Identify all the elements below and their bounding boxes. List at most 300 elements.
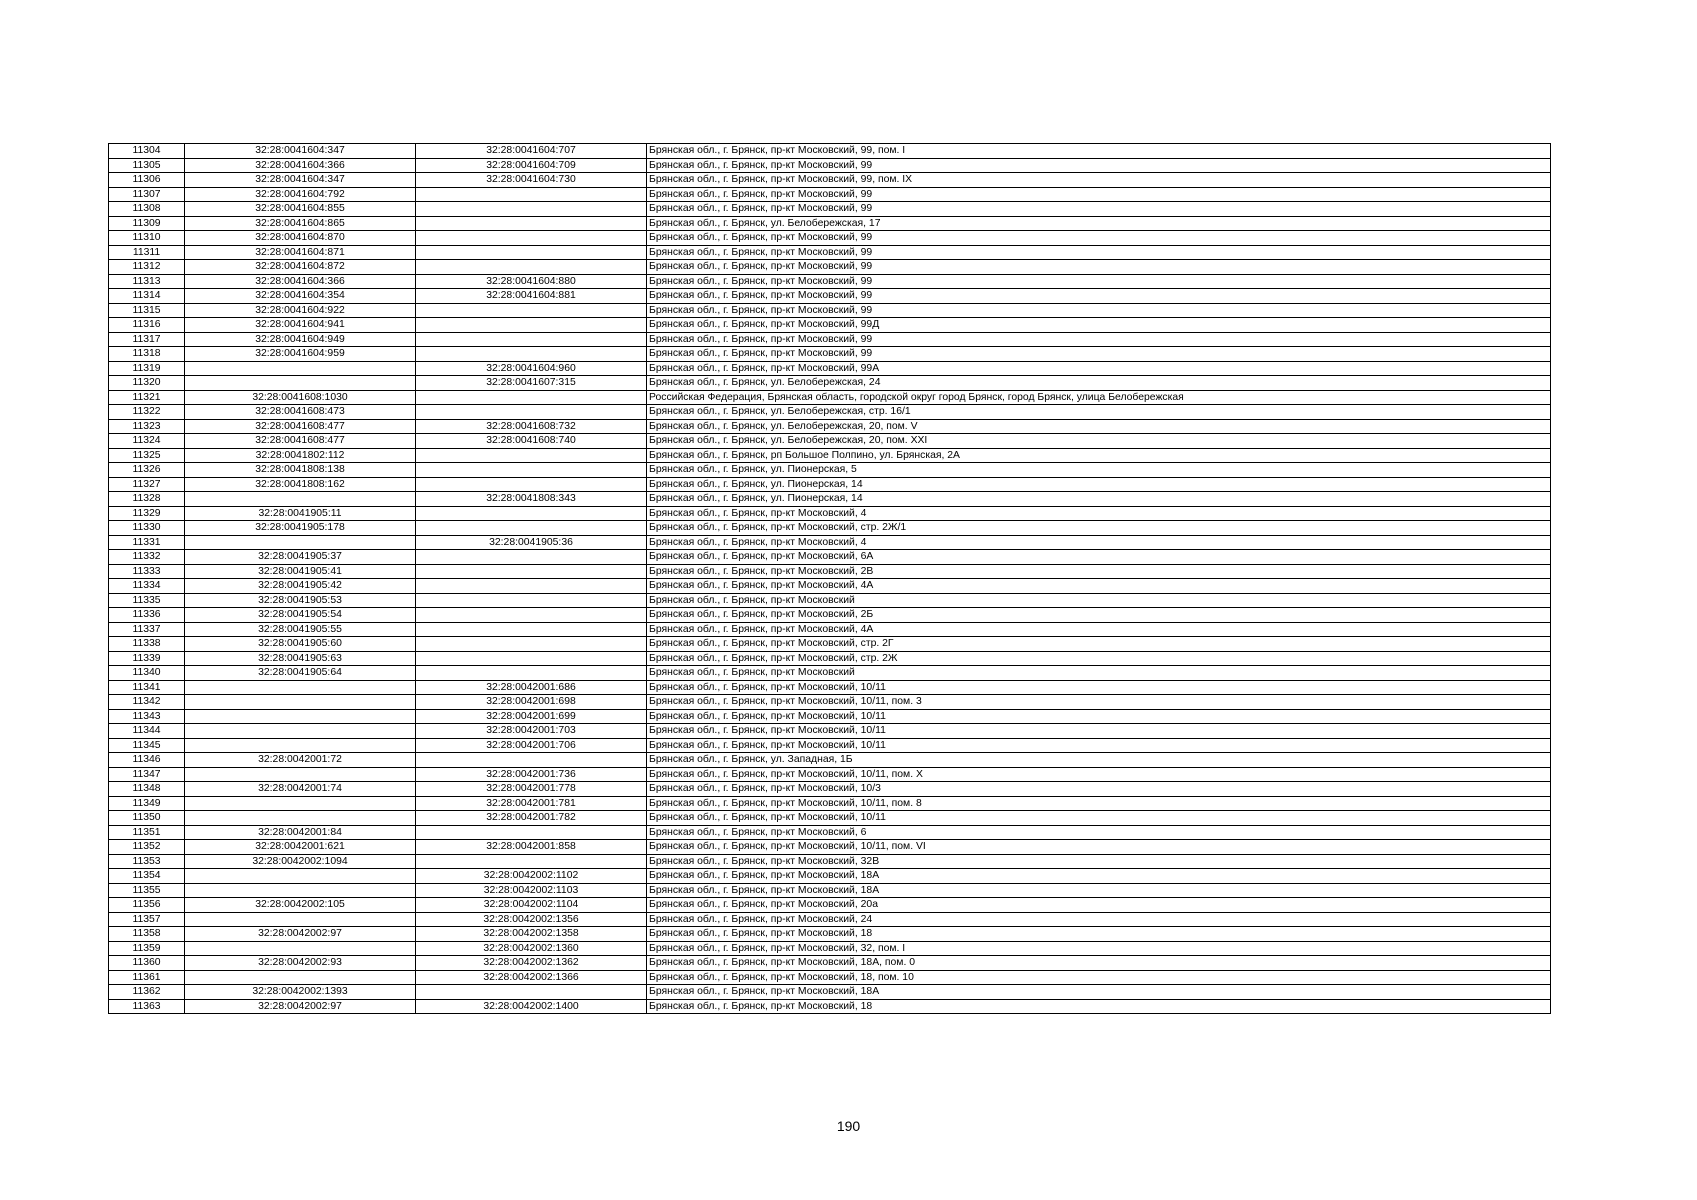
address-cell: Брянская обл., г. Брянск, пр-кт Московский, 99 [647, 303, 1551, 318]
table-row [109, 477, 1551, 492]
table-row [109, 608, 1551, 623]
building-number-cell [416, 854, 647, 869]
building-number-cell [416, 622, 647, 637]
address-cell: Брянская обл., г. Брянск, ул. Пионерская, 14 [647, 477, 1551, 492]
address-cell: Брянская обл., г. Брянск, пр-кт Московский, 99 [647, 260, 1551, 275]
cadastral-number-cell [185, 941, 416, 956]
building-number-cell [416, 985, 647, 1000]
table-row [109, 535, 1551, 550]
row-number-cell: 11340 [109, 666, 185, 681]
table-row [109, 651, 1551, 666]
building-number-cell: 32:28:0042001:736 [416, 767, 647, 782]
address-cell: Брянская обл., г. Брянск, пр-кт Московский, 10/11 [647, 811, 1551, 826]
row-number-cell: 11311 [109, 245, 185, 260]
row-number-cell: 11330 [109, 521, 185, 536]
row-number-cell: 11304 [109, 144, 185, 159]
address-cell: Брянская обл., г. Брянск, пр-кт Московский, 10/11, пом. VI [647, 840, 1551, 855]
table-row [109, 274, 1551, 289]
address-cell: Брянская обл., г. Брянск, пр-кт Московский, 10/11 [647, 738, 1551, 753]
address-cell: Брянская обл., г. Брянск, пр-кт Московский, стр. 2Ж/1 [647, 521, 1551, 536]
table-row [109, 883, 1551, 898]
table-row [109, 869, 1551, 884]
cadastral-number-cell: 32:28:0042001:621 [185, 840, 416, 855]
row-number-cell: 11312 [109, 260, 185, 275]
row-number-cell: 11305 [109, 158, 185, 173]
cadastral-number-cell: 32:28:0041604:865 [185, 216, 416, 231]
building-number-cell: 32:28:0042001:782 [416, 811, 647, 826]
row-number-cell: 11344 [109, 724, 185, 739]
row-number-cell: 11325 [109, 448, 185, 463]
cadastral-number-cell: 32:28:0041905:41 [185, 564, 416, 579]
cadastral-number-cell: 32:28:0041802:112 [185, 448, 416, 463]
cadastral-number-cell [185, 709, 416, 724]
cadastral-number-cell [185, 724, 416, 739]
cadastral-number-cell: 32:28:0041604:366 [185, 274, 416, 289]
address-cell: Российская Федерация, Брянская область, городской округ город Брянск, город Брянск, улица Белобережская [647, 390, 1551, 405]
address-cell: Брянская обл., г. Брянск, пр-кт Московский, стр. 2Ж [647, 651, 1551, 666]
building-number-cell [416, 579, 647, 594]
building-number-cell [416, 593, 647, 608]
address-cell: Брянская обл., г. Брянск, пр-кт Московский, 99 [647, 187, 1551, 202]
building-number-cell: 32:28:0042001:703 [416, 724, 647, 739]
table-row [109, 376, 1551, 391]
cadastral-number-cell [185, 361, 416, 376]
address-cell: Брянская обл., г. Брянск, пр-кт Московский, 18 [647, 927, 1551, 942]
table-row [109, 506, 1551, 521]
address-cell: Брянская обл., г. Брянск, пр-кт Московский, 10/11 [647, 724, 1551, 739]
address-cell: Брянская обл., г. Брянск, пр-кт Московский, 4 [647, 535, 1551, 550]
address-cell: Брянская обл., г. Брянск, пр-кт Московский, 99 [647, 202, 1551, 217]
table-row [109, 187, 1551, 202]
address-cell: Брянская обл., г. Брянск, ул. Белобережская, 24 [647, 376, 1551, 391]
cadastral-number-cell [185, 883, 416, 898]
row-number-cell: 11324 [109, 434, 185, 449]
cadastral-number-cell: 32:28:0041604:366 [185, 158, 416, 173]
building-number-cell [416, 202, 647, 217]
cadastral-number-cell: 32:28:0041604:872 [185, 260, 416, 275]
table-row [109, 434, 1551, 449]
address-cell: Брянская обл., г. Брянск, пр-кт Московский, 24 [647, 912, 1551, 927]
building-number-cell: 32:28:0041905:36 [416, 535, 647, 550]
cadastral-number-cell [185, 492, 416, 507]
building-number-cell [416, 550, 647, 565]
address-cell: Брянская обл., г. Брянск, ул. Белобережская, 20, пом. V [647, 419, 1551, 434]
building-number-cell [416, 245, 647, 260]
address-cell: Брянская обл., г. Брянск, пр-кт Московский, 2Б [647, 608, 1551, 623]
table-row [109, 332, 1551, 347]
cadastral-number-cell: 32:28:0041905:63 [185, 651, 416, 666]
row-number-cell: 11355 [109, 883, 185, 898]
cadastral-number-cell [185, 811, 416, 826]
row-number-cell: 11359 [109, 941, 185, 956]
row-number-cell: 11358 [109, 927, 185, 942]
building-number-cell [416, 463, 647, 478]
address-cell: Брянская обл., г. Брянск, пр-кт Московский, 6 [647, 825, 1551, 840]
row-number-cell: 11354 [109, 869, 185, 884]
building-number-cell [416, 666, 647, 681]
row-number-cell: 11352 [109, 840, 185, 855]
table-row [109, 927, 1551, 942]
cadastral-number-cell: 32:28:0041604:347 [185, 173, 416, 188]
address-cell: Брянская обл., г. Брянск, пр-кт Московский, 99 [647, 332, 1551, 347]
row-number-cell: 11362 [109, 985, 185, 1000]
row-number-cell: 11315 [109, 303, 185, 318]
row-number-cell: 11332 [109, 550, 185, 565]
table-row [109, 782, 1551, 797]
building-number-cell [416, 318, 647, 333]
cadastral-number-cell: 32:28:0041905:55 [185, 622, 416, 637]
cadastral-number-cell: 32:28:0042001:72 [185, 753, 416, 768]
address-cell: Брянская обл., г. Брянск, ул. Белобережская, стр. 16/1 [647, 405, 1551, 420]
cadastral-number-cell: 32:28:0041808:138 [185, 463, 416, 478]
cadastral-number-cell: 32:28:0042002:97 [185, 927, 416, 942]
cadastral-number-cell: 32:28:0042002:93 [185, 956, 416, 971]
cadastral-number-cell: 32:28:0041604:871 [185, 245, 416, 260]
row-number-cell: 11316 [109, 318, 185, 333]
address-cell: Брянская обл., г. Брянск, пр-кт Московский, 10/3 [647, 782, 1551, 797]
building-number-cell: 32:28:0042002:1103 [416, 883, 647, 898]
row-number-cell: 11341 [109, 680, 185, 695]
address-cell: Брянская обл., г. Брянск, пр-кт Московский, 20а [647, 898, 1551, 913]
building-number-cell [416, 477, 647, 492]
address-cell: Брянская обл., г. Брянск, пр-кт Московский, 4А [647, 622, 1551, 637]
row-number-cell: 11317 [109, 332, 185, 347]
table-row [109, 854, 1551, 869]
row-number-cell: 11326 [109, 463, 185, 478]
building-number-cell [416, 564, 647, 579]
building-number-cell: 32:28:0042001:706 [416, 738, 647, 753]
cadastral-number-cell [185, 767, 416, 782]
cadastral-number-cell: 32:28:0041604:959 [185, 347, 416, 362]
cadastral-number-cell: 32:28:0041604:941 [185, 318, 416, 333]
table-row [109, 811, 1551, 826]
table-row [109, 303, 1551, 318]
cadastral-number-cell: 32:28:0042002:97 [185, 999, 416, 1014]
cadastral-number-cell [185, 869, 416, 884]
cadastral-number-cell [185, 535, 416, 550]
table-row [109, 521, 1551, 536]
row-number-cell: 11313 [109, 274, 185, 289]
address-cell: Брянская обл., г. Брянск, пр-кт Московский, 18, пом. 10 [647, 970, 1551, 985]
address-cell: Брянская обл., г. Брянск, пр-кт Московский, 18А, пом. 0 [647, 956, 1551, 971]
table-row [109, 144, 1551, 159]
row-number-cell: 11337 [109, 622, 185, 637]
address-cell: Брянская обл., г. Брянск, пр-кт Московский, 2В [647, 564, 1551, 579]
page-number: 190 [836, 1118, 861, 1134]
table-row [109, 680, 1551, 695]
address-cell: Брянская обл., г. Брянск, ул. Белобережская, 17 [647, 216, 1551, 231]
building-number-cell: 32:28:0041604:707 [416, 144, 647, 159]
building-number-cell [416, 521, 647, 536]
building-number-cell: 32:28:0042001:699 [416, 709, 647, 724]
building-number-cell [416, 332, 647, 347]
table-row [109, 202, 1551, 217]
building-number-cell: 32:28:0042001:778 [416, 782, 647, 797]
address-cell: Брянская обл., г. Брянск, пр-кт Московский, 99 [647, 158, 1551, 173]
address-cell: Брянская обл., г. Брянск, пр-кт Московский, 18А [647, 869, 1551, 884]
row-number-cell: 11318 [109, 347, 185, 362]
cadastral-number-cell: 32:28:0042001:74 [185, 782, 416, 797]
row-number-cell: 11333 [109, 564, 185, 579]
row-number-cell: 11309 [109, 216, 185, 231]
table-row [109, 216, 1551, 231]
table-row [109, 564, 1551, 579]
building-number-cell: 32:28:0042002:1358 [416, 927, 647, 942]
address-cell: Брянская обл., г. Брянск, рп Большое Полпино, ул. Брянская, 2А [647, 448, 1551, 463]
row-number-cell: 11307 [109, 187, 185, 202]
building-number-cell [416, 303, 647, 318]
cadastral-number-cell [185, 695, 416, 710]
table-row [109, 448, 1551, 463]
cadastral-number-cell: 32:28:0041608:1030 [185, 390, 416, 405]
row-number-cell: 11349 [109, 796, 185, 811]
row-number-cell: 11363 [109, 999, 185, 1014]
row-number-cell: 11356 [109, 898, 185, 913]
address-cell: Брянская обл., г. Брянск, пр-кт Московский, 99 [647, 289, 1551, 304]
table-row [109, 898, 1551, 913]
row-number-cell: 11319 [109, 361, 185, 376]
address-cell: Брянская обл., г. Брянск, ул. Белобережская, 20, пом. XXI [647, 434, 1551, 449]
table-row [109, 463, 1551, 478]
table-row [109, 796, 1551, 811]
table-row [109, 970, 1551, 985]
row-number-cell: 11327 [109, 477, 185, 492]
cadastral-number-cell: 32:28:0042002:1393 [185, 985, 416, 1000]
address-cell: Брянская обл., г. Брянск, ул. Пионерская, 5 [647, 463, 1551, 478]
row-number-cell: 11334 [109, 579, 185, 594]
cadastral-number-cell: 32:28:0041604:855 [185, 202, 416, 217]
building-number-cell [416, 608, 647, 623]
building-number-cell: 32:28:0042002:1400 [416, 999, 647, 1014]
address-cell: Брянская обл., г. Брянск, пр-кт Московский, 99 [647, 231, 1551, 246]
row-number-cell: 11360 [109, 956, 185, 971]
row-number-cell: 11350 [109, 811, 185, 826]
building-number-cell [416, 637, 647, 652]
address-cell: Брянская обл., г. Брянск, пр-кт Московский, 32, пом. I [647, 941, 1551, 956]
row-number-cell: 11346 [109, 753, 185, 768]
table-row [109, 158, 1551, 173]
address-cell: Брянская обл., г. Брянск, пр-кт Московский, 10/11, пом. X [647, 767, 1551, 782]
row-number-cell: 11314 [109, 289, 185, 304]
cadastral-number-cell: 32:28:0041608:473 [185, 405, 416, 420]
building-number-cell: 32:28:0042001:781 [416, 796, 647, 811]
cadastral-number-cell: 32:28:0042002:105 [185, 898, 416, 913]
table-row [109, 347, 1551, 362]
row-number-cell: 11335 [109, 593, 185, 608]
address-cell: Брянская обл., г. Брянск, пр-кт Московский, 10/11 [647, 709, 1551, 724]
address-cell: Брянская обл., г. Брянск, пр-кт Московский, 99, пом. IX [647, 173, 1551, 188]
building-number-cell [416, 448, 647, 463]
building-number-cell: 32:28:0041608:740 [416, 434, 647, 449]
row-number-cell: 11345 [109, 738, 185, 753]
address-cell: Брянская обл., г. Брянск, пр-кт Московский, 18 [647, 999, 1551, 1014]
row-number-cell: 11361 [109, 970, 185, 985]
cadastral-number-cell: 32:28:0041604:792 [185, 187, 416, 202]
table-row [109, 419, 1551, 434]
row-number-cell: 11322 [109, 405, 185, 420]
table-row [109, 912, 1551, 927]
table-row [109, 753, 1551, 768]
cadastral-number-cell: 32:28:0041905:11 [185, 506, 416, 521]
table-row [109, 579, 1551, 594]
cadastral-number-cell [185, 738, 416, 753]
address-cell: Брянская обл., г. Брянск, пр-кт Московский [647, 593, 1551, 608]
cadastral-number-cell: 32:28:0041604:354 [185, 289, 416, 304]
address-cell: Брянская обл., г. Брянск, пр-кт Московский, 18А [647, 985, 1551, 1000]
table-row [109, 231, 1551, 246]
address-cell: Брянская обл., г. Брянск, пр-кт Московский, 4А [647, 579, 1551, 594]
table-row [109, 666, 1551, 681]
cadastral-number-cell [185, 680, 416, 695]
table-row [109, 941, 1551, 956]
row-number-cell: 11357 [109, 912, 185, 927]
table-row [109, 956, 1551, 971]
cadastral-number-cell [185, 376, 416, 391]
building-number-cell: 32:28:0041604:880 [416, 274, 647, 289]
address-cell: Брянская обл., г. Брянск, пр-кт Московский, стр. 2Г [647, 637, 1551, 652]
table-row [109, 289, 1551, 304]
table-row [109, 492, 1551, 507]
building-number-cell: 32:28:0042001:686 [416, 680, 647, 695]
table-row [109, 593, 1551, 608]
registry-table [108, 143, 1551, 1014]
building-number-cell [416, 753, 647, 768]
row-number-cell: 11328 [109, 492, 185, 507]
address-cell: Брянская обл., г. Брянск, пр-кт Московский, 10/11, пом. 3 [647, 695, 1551, 710]
table-row [109, 999, 1551, 1014]
building-number-cell [416, 260, 647, 275]
row-number-cell: 11343 [109, 709, 185, 724]
building-number-cell [416, 347, 647, 362]
address-cell: Брянская обл., г. Брянск, пр-кт Московский [647, 666, 1551, 681]
table-row [109, 767, 1551, 782]
cadastral-number-cell: 32:28:0041604:949 [185, 332, 416, 347]
row-number-cell: 11348 [109, 782, 185, 797]
building-number-cell [416, 216, 647, 231]
cadastral-number-cell: 32:28:0041905:178 [185, 521, 416, 536]
address-cell: Брянская обл., г. Брянск, пр-кт Московский, 99А [647, 361, 1551, 376]
building-number-cell: 32:28:0042002:1360 [416, 941, 647, 956]
cadastral-number-cell: 32:28:0042002:1094 [185, 854, 416, 869]
table-row [109, 405, 1551, 420]
cadastral-number-cell [185, 970, 416, 985]
building-number-cell: 32:28:0042002:1366 [416, 970, 647, 985]
table-row [109, 260, 1551, 275]
row-number-cell: 11336 [109, 608, 185, 623]
row-number-cell: 11321 [109, 390, 185, 405]
building-number-cell [416, 405, 647, 420]
cadastral-number-cell: 32:28:0041604:870 [185, 231, 416, 246]
building-number-cell [416, 231, 647, 246]
cadastral-number-cell: 32:28:0041905:54 [185, 608, 416, 623]
table-row [109, 738, 1551, 753]
cadastral-number-cell: 32:28:0041608:477 [185, 419, 416, 434]
address-cell: Брянская обл., г. Брянск, пр-кт Московский, 6А [647, 550, 1551, 565]
building-number-cell [416, 187, 647, 202]
row-number-cell: 11339 [109, 651, 185, 666]
row-number-cell: 11306 [109, 173, 185, 188]
building-number-cell: 32:28:0041604:960 [416, 361, 647, 376]
address-cell: Брянская обл., г. Брянск, пр-кт Московский, 4 [647, 506, 1551, 521]
row-number-cell: 11323 [109, 419, 185, 434]
row-number-cell: 11342 [109, 695, 185, 710]
building-number-cell: 32:28:0041608:732 [416, 419, 647, 434]
table-row [109, 825, 1551, 840]
cadastral-number-cell: 32:28:0042001:84 [185, 825, 416, 840]
building-number-cell: 32:28:0042001:698 [416, 695, 647, 710]
row-number-cell: 11338 [109, 637, 185, 652]
row-number-cell: 11310 [109, 231, 185, 246]
table-row [109, 245, 1551, 260]
cadastral-number-cell [185, 912, 416, 927]
row-number-cell: 11329 [109, 506, 185, 521]
table-row [109, 318, 1551, 333]
table-row [109, 622, 1551, 637]
address-cell: Брянская обл., г. Брянск, пр-кт Московский, 10/11 [647, 680, 1551, 695]
building-number-cell [416, 390, 647, 405]
table-row [109, 173, 1551, 188]
row-number-cell: 11320 [109, 376, 185, 391]
address-cell: Брянская обл., г. Брянск, пр-кт Московский, 18А [647, 883, 1551, 898]
address-cell: Брянская обл., г. Брянск, ул. Пионерская, 14 [647, 492, 1551, 507]
cadastral-number-cell: 32:28:0041905:53 [185, 593, 416, 608]
table-row [109, 550, 1551, 565]
address-cell: Брянская обл., г. Брянск, пр-кт Московский, 99 [647, 274, 1551, 289]
building-number-cell: 32:28:0041607:315 [416, 376, 647, 391]
row-number-cell: 11351 [109, 825, 185, 840]
cadastral-number-cell: 32:28:0041604:922 [185, 303, 416, 318]
cadastral-number-cell: 32:28:0041905:64 [185, 666, 416, 681]
cadastral-number-cell: 32:28:0041604:347 [185, 144, 416, 159]
address-cell: Брянская обл., г. Брянск, пр-кт Московский, 10/11, пом. 8 [647, 796, 1551, 811]
address-cell: Брянская обл., г. Брянск, пр-кт Московский, 99 [647, 245, 1551, 260]
table-row [109, 840, 1551, 855]
address-cell: Брянская обл., г. Брянск, пр-кт Московский, 99, пом. I [647, 144, 1551, 159]
building-number-cell [416, 651, 647, 666]
cadastral-number-cell: 32:28:0041905:60 [185, 637, 416, 652]
cadastral-number-cell: 32:28:0041608:477 [185, 434, 416, 449]
building-number-cell: 32:28:0042002:1356 [416, 912, 647, 927]
address-cell: Брянская обл., г. Брянск, пр-кт Московский, 32В [647, 854, 1551, 869]
row-number-cell: 11347 [109, 767, 185, 782]
address-cell: Брянская обл., г. Брянск, пр-кт Московский, 99Д [647, 318, 1551, 333]
table-row [109, 361, 1551, 376]
address-cell: Брянская обл., г. Брянск, ул. Западная, 1Б [647, 753, 1551, 768]
row-number-cell: 11331 [109, 535, 185, 550]
address-cell: Брянская обл., г. Брянск, пр-кт Московский, 99 [647, 347, 1551, 362]
table-row [109, 390, 1551, 405]
row-number-cell: 11353 [109, 854, 185, 869]
building-number-cell: 32:28:0042002:1104 [416, 898, 647, 913]
cadastral-number-cell: 32:28:0041808:162 [185, 477, 416, 492]
building-number-cell [416, 506, 647, 521]
building-number-cell [416, 825, 647, 840]
row-number-cell: 11308 [109, 202, 185, 217]
building-number-cell: 32:28:0041604:709 [416, 158, 647, 173]
building-number-cell: 32:28:0042002:1362 [416, 956, 647, 971]
cadastral-number-cell [185, 796, 416, 811]
building-number-cell: 32:28:0041808:343 [416, 492, 647, 507]
table-row [109, 724, 1551, 739]
building-number-cell: 32:28:0041604:730 [416, 173, 647, 188]
table-row [109, 637, 1551, 652]
building-number-cell: 32:28:0042001:858 [416, 840, 647, 855]
table-row [109, 985, 1551, 1000]
table-row [109, 695, 1551, 710]
table-row [109, 709, 1551, 724]
cadastral-number-cell: 32:28:0041905:37 [185, 550, 416, 565]
building-number-cell: 32:28:0041604:881 [416, 289, 647, 304]
